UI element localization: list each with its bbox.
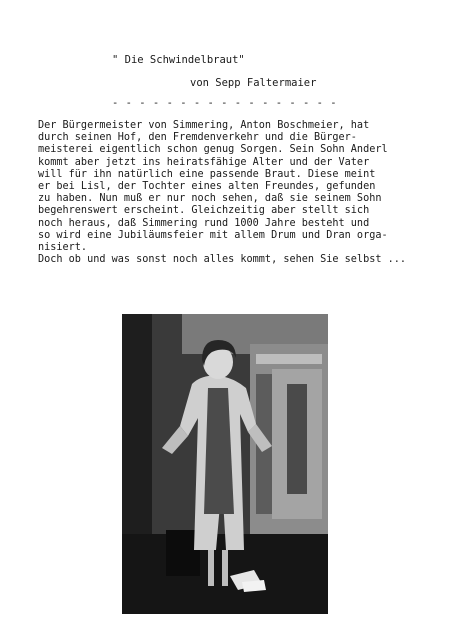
document-title: " Die Schwindelbraut" <box>112 54 245 66</box>
paragraph-line: kommt aber jetzt ins heiratsfähige Alter und der Vater <box>38 156 370 168</box>
paragraph-line: noch heraus, daß Simmering rund 1000 Jahre besteht und <box>38 217 370 229</box>
paragraph-line: Der Bürgermeister von Simmering, Anton Boschmeier, hat <box>38 120 370 131</box>
paragraph-line: er bei Lisl, der Tochter eines alten Freundes, gefunden <box>38 181 376 193</box>
paragraph-line: begehrenswert erscheint. Gleichzeitig aber stellt sich <box>38 205 370 217</box>
paragraph-line: Doch ob und was sonst noch alles kommt, sehen Sie selbst ... <box>38 254 407 266</box>
paragraph-line: will für ihn natürlich eine passende Braut. Diese meint <box>38 168 376 180</box>
stage-photo <box>122 314 328 614</box>
paragraph-line: durch seinen Hof, den Fremdenverkehr und die Bürger- <box>38 132 357 144</box>
paragraph-line: meisterei eigentlich schon genug Sorgen. Sein Sohn Anderl <box>38 144 388 156</box>
synopsis-paragraph <box>38 120 448 266</box>
paragraph-line: zu haben. Nun muß er nur noch sehen, daß sie seinem Sohn <box>38 193 382 205</box>
paragraph-line: so wird eine Jubiläumsfeier mit allem Drum und Dran orga- <box>38 229 388 241</box>
document-author: von Sepp Faltermaier <box>190 77 317 89</box>
paragraph-line: nisiert. <box>38 242 88 254</box>
title-rule: - - - - - - - - - - - - - - - - - <box>112 97 338 109</box>
